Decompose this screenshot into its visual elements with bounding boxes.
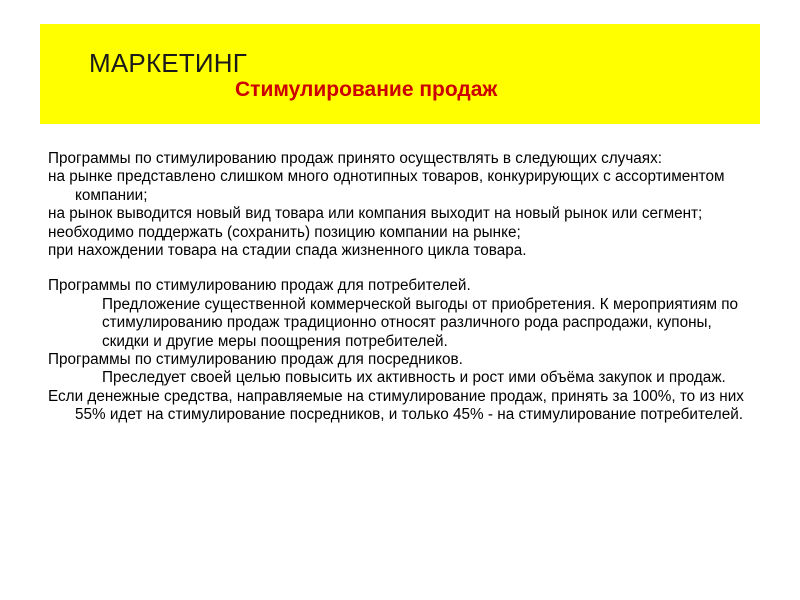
budget-split-text: Если денежные средства, направляемые на стимулирование продаж, принять за 100%, то из них 55% идет на стимулирование посредников, и только 45% - на стимулирование потребителей. (48, 387, 744, 424)
intermediary-programs-text: Преследует своей целью повысить их активность и рост ими объёма закупок и продаж. (102, 369, 726, 387)
slide-title: МАРКЕТИНГ (89, 48, 248, 78)
title-banner (40, 24, 760, 124)
consumer-programs-heading: Программы по стимулированию продаж для потребителей. (48, 277, 471, 295)
intermediary-programs-heading: Программы по стимулированию продаж для посредников. (48, 351, 463, 369)
paragraph-spacer (48, 260, 758, 277)
intro-lead: Программы по стимулированию продаж принято осуществлять в следующих случаях: (48, 150, 662, 167)
slide-subtitle: Стимулирование продаж (235, 78, 498, 101)
case-item-2: на рынок выводится новый вид товара или компания выходит на новый рынок или сегмент; (48, 205, 703, 223)
consumer-programs (48, 277, 758, 351)
intermediary-programs (48, 351, 758, 388)
consumer-programs-text: Предложение существенной коммерческой выгоды от приобретения. К мероприятиям по стимулированию продаж традиционно относят различного рода распродажи, купоны, скидки и другие меры поощрения потребителей. (102, 295, 739, 350)
slide-body (48, 150, 758, 425)
case-item-4: при нахождении товара на стадии спада жизненного цикла товара. (48, 242, 527, 260)
case-item-1: на рынке представлено слишком много однотипных товаров, конкурирующих с ассортиментом компании; (48, 168, 725, 204)
case-item-3: необходимо поддержать (сохранить) позицию компании на рынке; (48, 223, 521, 241)
